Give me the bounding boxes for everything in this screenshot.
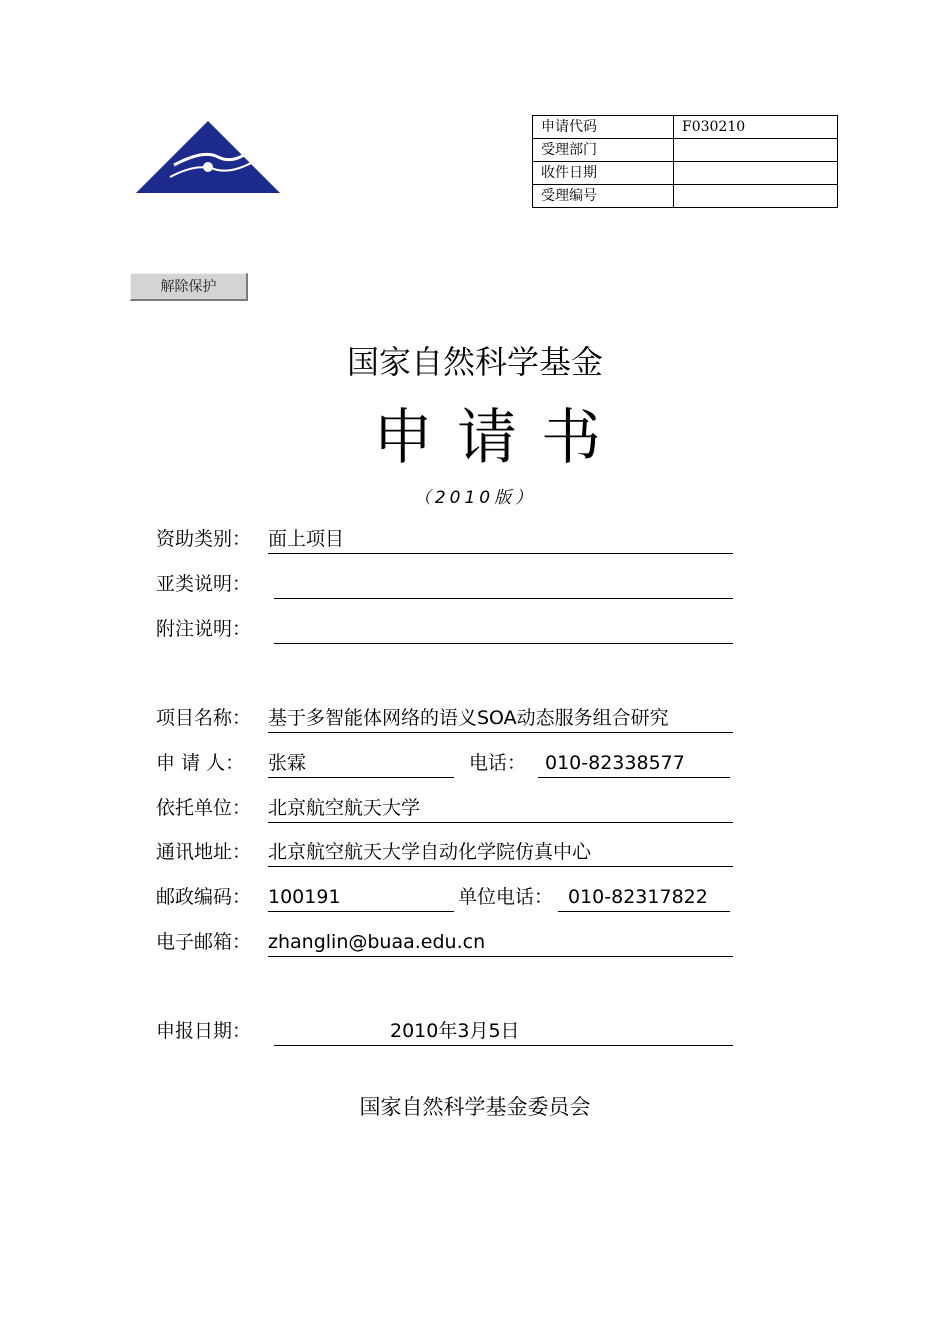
applicant-value: 张霖 — [268, 752, 307, 774]
unit-phone-underline — [558, 911, 730, 912]
email-label: 电子邮箱： — [156, 931, 252, 953]
office-value: F030210 — [674, 116, 838, 139]
subcategory-label: 亚类说明： — [156, 573, 252, 595]
table-row — [533, 116, 838, 139]
subcategory-underline — [274, 598, 733, 599]
edition-label: （2010版） — [413, 488, 537, 508]
remarks-underline — [274, 643, 733, 644]
phone-underline — [538, 777, 730, 778]
institution-value: 北京航空航天大学 — [268, 797, 421, 819]
unit-phone-label: 单位电话： — [458, 886, 554, 908]
table-row — [533, 185, 838, 208]
office-use-table — [532, 115, 838, 208]
applicant-underline — [268, 777, 454, 778]
document-title: 申请书 — [373, 403, 625, 473]
postcode-label: 邮政编码： — [156, 886, 252, 908]
address-value: 北京航空航天大学自动化学院仿真中心 — [268, 841, 592, 863]
project-name-label: 项目名称： — [156, 707, 252, 729]
unprotect-button[interactable]: 解除保护 — [130, 273, 248, 301]
email-value: zhanglin@buaa.edu.cn — [268, 931, 486, 953]
footer-organization: 国家自然科学基金委员会 — [359, 1095, 591, 1119]
table-row — [533, 139, 838, 162]
date-underline — [274, 1045, 733, 1046]
office-label: 收件日期 — [533, 162, 674, 185]
funding-category-value: 面上项目 — [268, 528, 345, 550]
office-value — [674, 162, 838, 185]
email-underline — [268, 956, 733, 957]
foundation-title: 国家自然科学基金 — [346, 343, 603, 381]
postcode-underline — [268, 911, 454, 912]
table-row — [533, 162, 838, 185]
address-label: 通讯地址： — [156, 841, 252, 863]
nsfc-logo — [134, 119, 282, 195]
date-label: 申报日期： — [156, 1020, 252, 1042]
office-label: 受理部门 — [533, 139, 674, 162]
remarks-label: 附注说明： — [156, 618, 252, 640]
funding-category-label: 资助类别： — [156, 528, 252, 550]
office-value — [674, 139, 838, 162]
project-name-value: 基于多智能体网络的语义SOA动态服务组合研究 — [268, 707, 669, 729]
funding-category-underline — [268, 553, 733, 554]
date-value: 2010年3月5日 — [390, 1020, 520, 1042]
phone-label: 电话： — [469, 752, 527, 774]
institution-underline — [268, 822, 733, 823]
applicant-label: 申 请 人： — [156, 752, 245, 774]
office-value — [674, 185, 838, 208]
address-underline — [268, 866, 733, 867]
unit-phone-value: 010-82317822 — [568, 886, 708, 908]
phone-value: 010-82338577 — [545, 752, 685, 774]
postcode-value: 100191 — [268, 886, 341, 908]
office-label: 申请代码 — [533, 116, 674, 139]
office-label: 受理编号 — [533, 185, 674, 208]
project-name-underline — [268, 732, 733, 733]
institution-label: 依托单位： — [156, 797, 252, 819]
